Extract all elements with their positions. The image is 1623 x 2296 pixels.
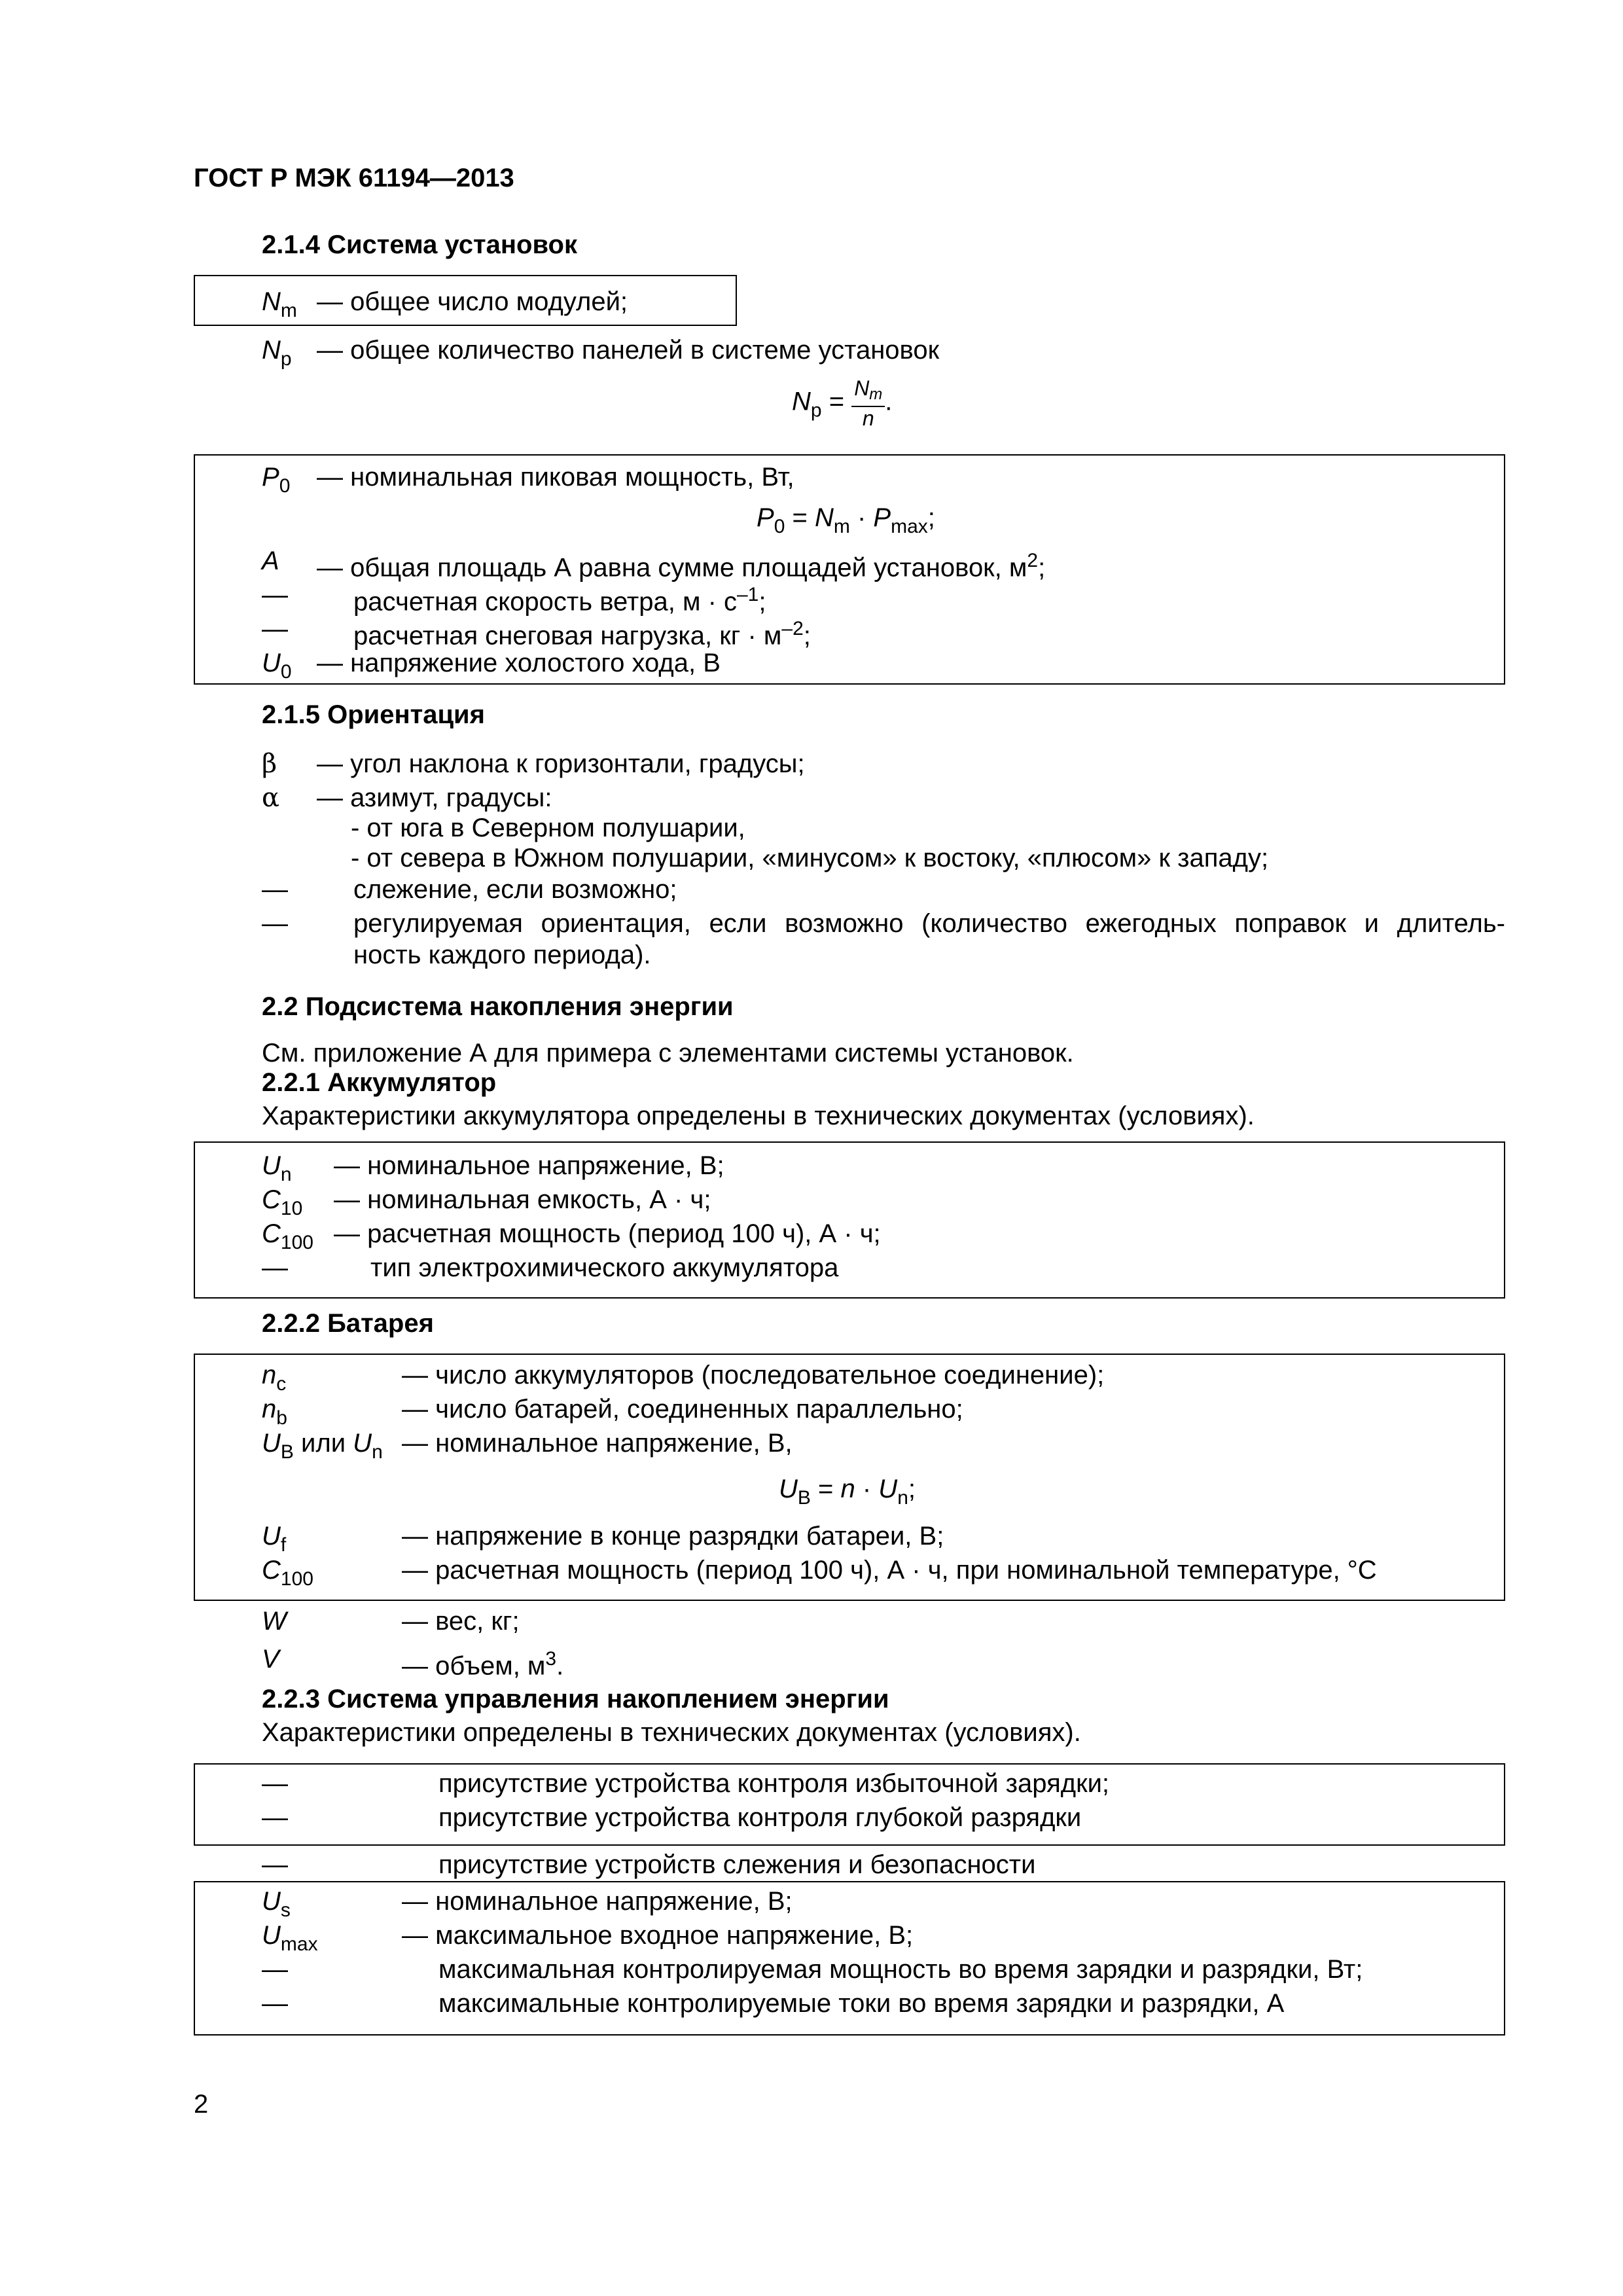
c10-desc: — номинальная емкость, А · ч;: [334, 1185, 711, 1214]
section-2-2-3-intro: Характеристики определены в технических документах (условиях).: [262, 1718, 1081, 1747]
pmax-dash: —: [262, 1955, 288, 1984]
section-title-2-2-1: 2.2.1 Аккумулятор: [262, 1068, 497, 1097]
nc-symbol: $n_c$: [262, 1361, 287, 1395]
c100-desc: — расчетная мощность (период 100 ч), А · ч;: [334, 1219, 881, 1248]
document-header: ГОСТ Р МЭК 61194—2013: [194, 164, 514, 192]
track-desc: слежение, если возможно;: [353, 875, 677, 904]
un-symbol: $U_n$: [262, 1151, 292, 1185]
c100-symbol: $C_{100}$: [262, 1219, 313, 1253]
snow-dash: —: [262, 615, 288, 643]
alpha-desc: — азимут, градусы:: [317, 783, 552, 812]
ub-formula: $U_B = n \cdot U_n$;: [779, 1475, 916, 1509]
page-number: 2: [194, 2090, 209, 2119]
pmax-desc: максимальная контролируемая мощность во время зарядки и разрядки, Вт;: [438, 1955, 1363, 1984]
nm-symbol: $N_m$: [262, 287, 297, 321]
w-desc: — вес, кг;: [402, 1607, 520, 1636]
a-symbol: A: [262, 547, 279, 575]
ub-symbol: $U_B$ или $U_n$: [262, 1429, 383, 1463]
nb-desc: — число батарей, соединенных параллельно;: [402, 1395, 963, 1424]
alpha-symbol: α: [262, 783, 280, 813]
type-dash: —: [262, 1253, 288, 1282]
adj-desc-line2: ность каждого периода).: [353, 941, 651, 969]
safety-desc: присутствие устройств слежения и безопасности: [438, 1850, 1036, 1879]
snow-desc: расчетная снеговая нагрузка, кг · $м^{-2}$;: [353, 618, 811, 651]
c100b-desc: — расчетная мощность (период 100 ч), А · ч, при номинальной температуре, °С: [402, 1556, 1377, 1585]
c100b-symbol: $C_{100}$: [262, 1556, 313, 1590]
np-symbol: $N_p$: [262, 336, 292, 370]
un-desc: — номинальное напряжение, В;: [334, 1151, 724, 1180]
over-dash: —: [262, 1769, 288, 1798]
nb-symbol: $n_b$: [262, 1395, 287, 1429]
np-desc: — общее количество панелей в системе установок: [317, 336, 940, 365]
beta-symbol: β: [262, 749, 277, 779]
beta-desc: — угол наклона к горизонтали, градусы;: [317, 749, 805, 778]
uf-desc: — напряжение в конце разрядки батареи, В;: [402, 1522, 944, 1551]
alpha-item-1: - от юга в Северном полушарии,: [351, 814, 745, 842]
nc-desc: — число аккумуляторов (последовательное соединение);: [402, 1361, 1105, 1390]
wind-dash: —: [262, 581, 288, 609]
p0-symbol: $P_0$: [262, 463, 291, 497]
uf-symbol: $U_f$: [262, 1522, 287, 1556]
np-formula: $N_p$ = $\frac{N_m}{n}$ .: [792, 376, 893, 430]
section-2-2-1-intro: Характеристики аккумулятора определены в технических документах (условиях).: [262, 1102, 1255, 1130]
us-symbol: $U_s$: [262, 1887, 291, 1921]
section-title-2-2: 2.2 Подсистема накопления энергии: [262, 992, 734, 1021]
type-desc: тип электрохимического аккумулятора: [370, 1253, 839, 1282]
a-desc: — общая площадь А равна сумме площадей установок, $м^2$;: [317, 550, 1046, 583]
section-title-2-1-4: 2.1.4 Система установок: [262, 230, 577, 259]
umax-desc: — максимальное входное напряжение, В;: [402, 1921, 914, 1950]
ub-desc: — номинальное напряжение, В,: [402, 1429, 793, 1458]
imax-desc: максимальные контролируемые токи во время зарядки и разрядки, А: [438, 1989, 1285, 2018]
section-title-2-2-3: 2.2.3 Система управления накоплением энергии: [262, 1685, 889, 1713]
p0-desc: — номинальная пиковая мощность, Вт,: [317, 463, 794, 492]
section-2-2-intro: См. приложение А для примера с элементами системы установок.: [262, 1039, 1074, 1067]
adj-dash: —: [262, 909, 288, 938]
track-dash: —: [262, 875, 288, 904]
us-desc: — номинальное напряжение, В;: [402, 1887, 793, 1916]
p0-formula: $P_0 = N_m \cdot P_{max}$;: [757, 503, 935, 537]
c10-symbol: $C_{10}$: [262, 1185, 303, 1219]
v-desc: — объем, $м^3$.: [402, 1648, 564, 1681]
w-symbol: W: [262, 1607, 287, 1636]
section-title-2-2-2: 2.2.2 Батарея: [262, 1309, 434, 1338]
wind-desc: расчетная скорость ветра, $м \cdot с^{-1}$;: [353, 584, 766, 617]
nm-desc: — общее число модулей;: [317, 287, 628, 316]
adj-desc-line1: регулируемая ориентация, если возможно (количество ежегодных поправок и длитель-: [353, 909, 1505, 938]
imax-dash: —: [262, 1989, 288, 2018]
deep-dash: —: [262, 1803, 288, 1832]
alpha-item-2: - от севера в Южном полушарии, «минусом» к востоку, «плюсом» к западу;: [351, 844, 1269, 872]
u0-desc: — напряжение холостого хода, В: [317, 649, 721, 677]
section-title-2-1-5: 2.1.5 Ориентация: [262, 700, 485, 729]
deep-desc: присутствие устройства контроля глубокой разрядки: [438, 1803, 1082, 1832]
v-symbol: V: [262, 1645, 279, 1674]
safety-dash: —: [262, 1850, 288, 1879]
over-desc: присутствие устройства контроля избыточной зарядки;: [438, 1769, 1110, 1798]
u0-symbol: $U_0$: [262, 649, 292, 683]
umax-symbol: $U_{max}$: [262, 1921, 318, 1955]
